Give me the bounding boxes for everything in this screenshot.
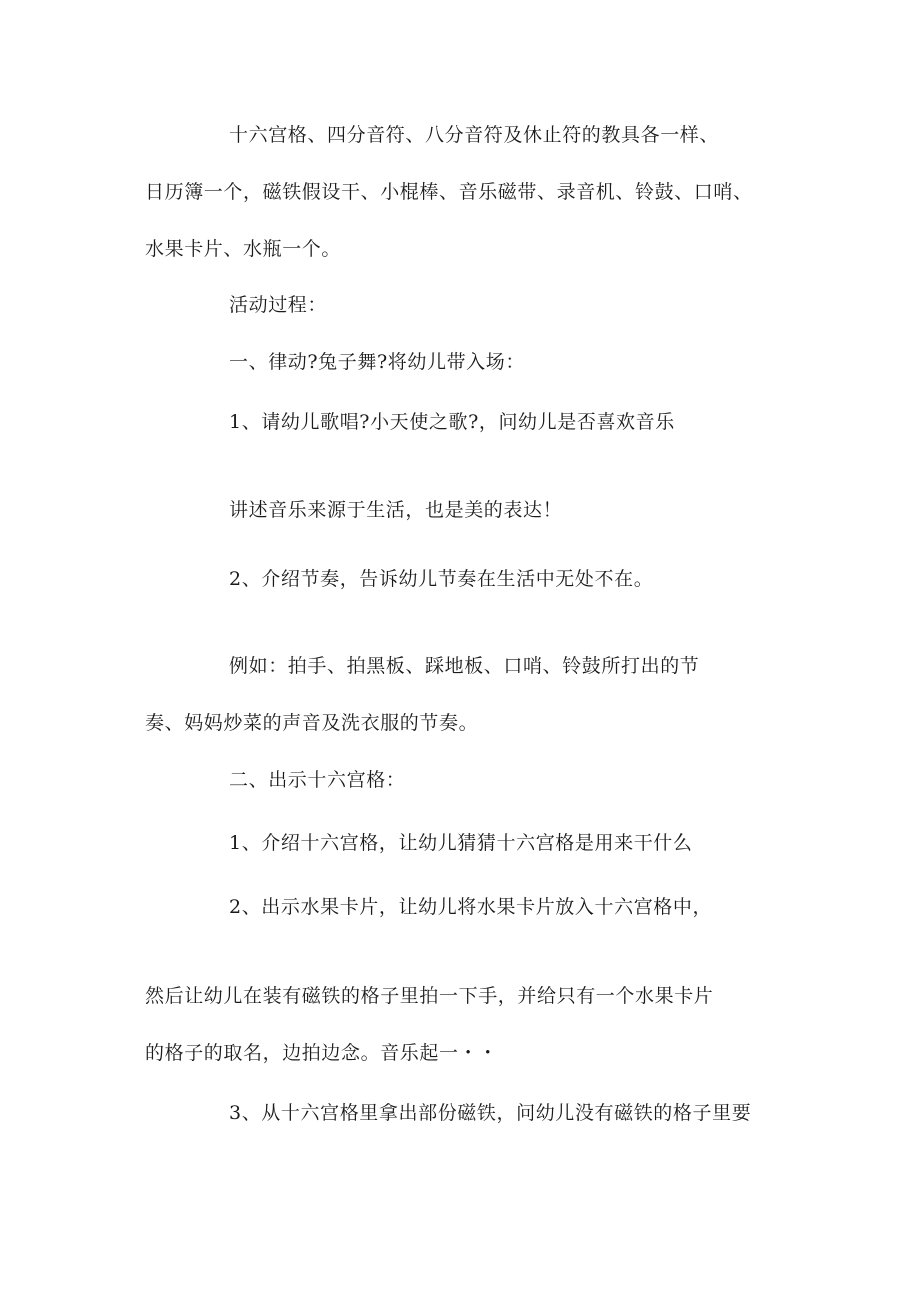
text-line: 十六宫格、四分音符、八分音符及休止符的教具各一样、 [229,124,720,146]
text-line: 1、请幼儿歌唱?小天使之歌?，问幼儿是否喜欢音乐 [229,411,675,433]
text-line: 1、介绍十六宫格，让幼儿猜猜十六宫格是用来干什么 [229,832,693,854]
section-heading: 一、律动?兔子舞?将幼儿带入场： [229,351,525,373]
text-line: 然后让幼儿在装有磁铁的格子里拍一下手，并给只有一个水果卡片 [145,985,714,1007]
text-line: 讲述音乐来源于生活，也是美的表达！ [229,499,563,521]
text-line: 的格子的取名，边拍边念。音乐起一・・ [145,1042,498,1064]
text-line: 水果卡片、水瓶一个。 [145,238,342,260]
text-line: 日历簿一个，磁铁假设干、小棍棒、音乐磁带、录音机、铃鼓、口哨、 [145,181,753,203]
text-line: 2、介绍节奏，告诉幼儿节奏在生活中无处不在。 [229,568,654,590]
text-line: 3、从十六宫格里拿出部份磁铁，问幼儿没有磁铁的格子里要 [229,1102,752,1124]
section-heading: 二、出示十六宫格： [229,769,406,791]
text-line: 奏、妈妈炒菜的声音及洗衣服的节奏。 [145,712,479,734]
text-line: 例如：拍手、拍黑板、踩地板、口哨、铃鼓所打出的节 [229,655,700,677]
section-heading: 活动过程： [229,294,328,316]
text-line: 2、出示水果卡片，让幼儿将水果卡片放入十六宫格中， [229,896,713,918]
